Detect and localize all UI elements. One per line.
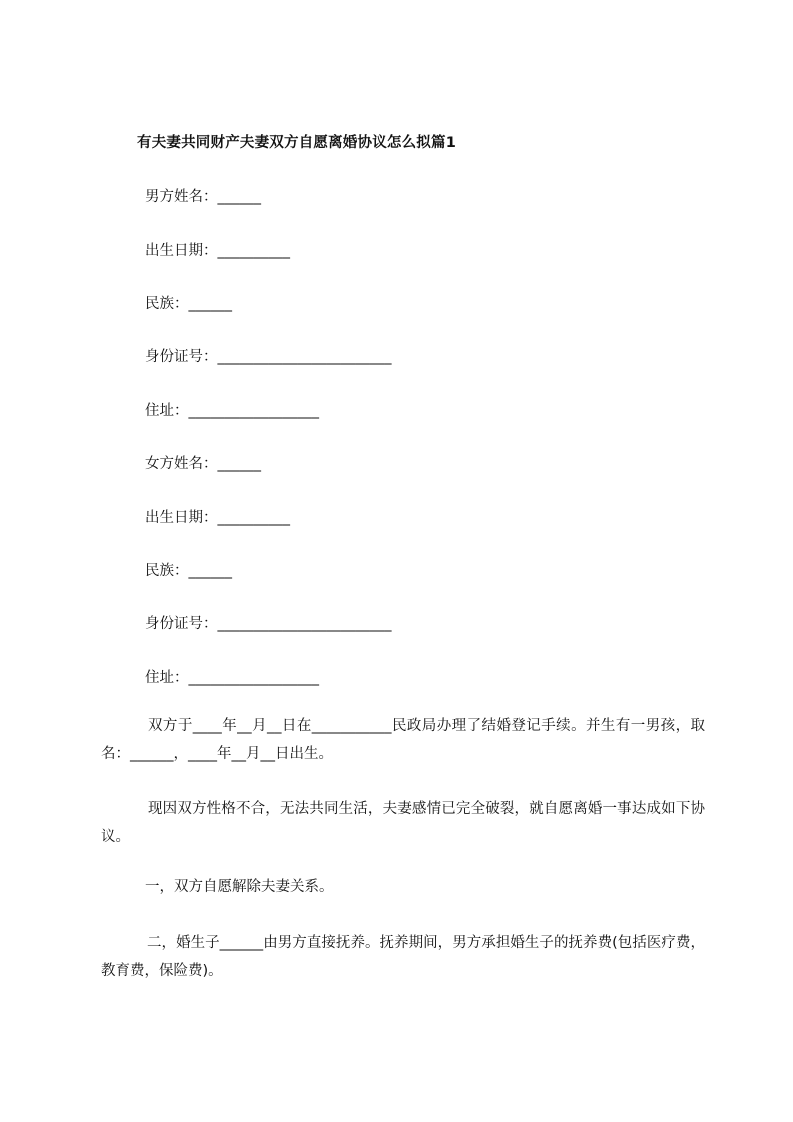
female-ethnicity-field: 民族：______ xyxy=(145,563,232,579)
female-name-field: 女方姓名：______ xyxy=(145,456,261,472)
male-address-field: 住址：__________________ xyxy=(145,403,319,419)
female-id-number-field: 身份证号：________________________ xyxy=(145,616,392,632)
clause-one-paragraph: 一，双方自愿解除夫妻关系。 xyxy=(145,879,334,895)
clause-two-paragraph: 二，婚生子______由男方直接抚养。抚养期间，男方承担婚生子的抚养费(包括医疗费，教育费，保险费)。 xyxy=(101,935,705,979)
male-name-field: 男方姓名：______ xyxy=(145,189,261,205)
document-title: 有夫妻共同财产夫妻双方自愿离婚协议怎么拟篇1 xyxy=(137,135,456,151)
male-ethnicity-field: 民族：______ xyxy=(145,296,232,312)
female-birthdate-field: 出生日期：__________ xyxy=(145,510,290,526)
female-address-field: 住址：__________________ xyxy=(145,670,319,686)
divorce-reason-paragraph: 现因双方性格不合，无法共同生活，夫妻感情已完全破裂，就自愿离婚一事达成如下协议。 xyxy=(101,801,705,845)
marriage-registration-paragraph: 双方于____年__月__日在___________民政局办理了结婚登记手续。并生有一男孩，取名：______，____年__月__日出生。 xyxy=(101,718,705,762)
male-id-number-field: 身份证号：________________________ xyxy=(145,349,392,365)
male-birthdate-field: 出生日期：__________ xyxy=(145,243,290,259)
